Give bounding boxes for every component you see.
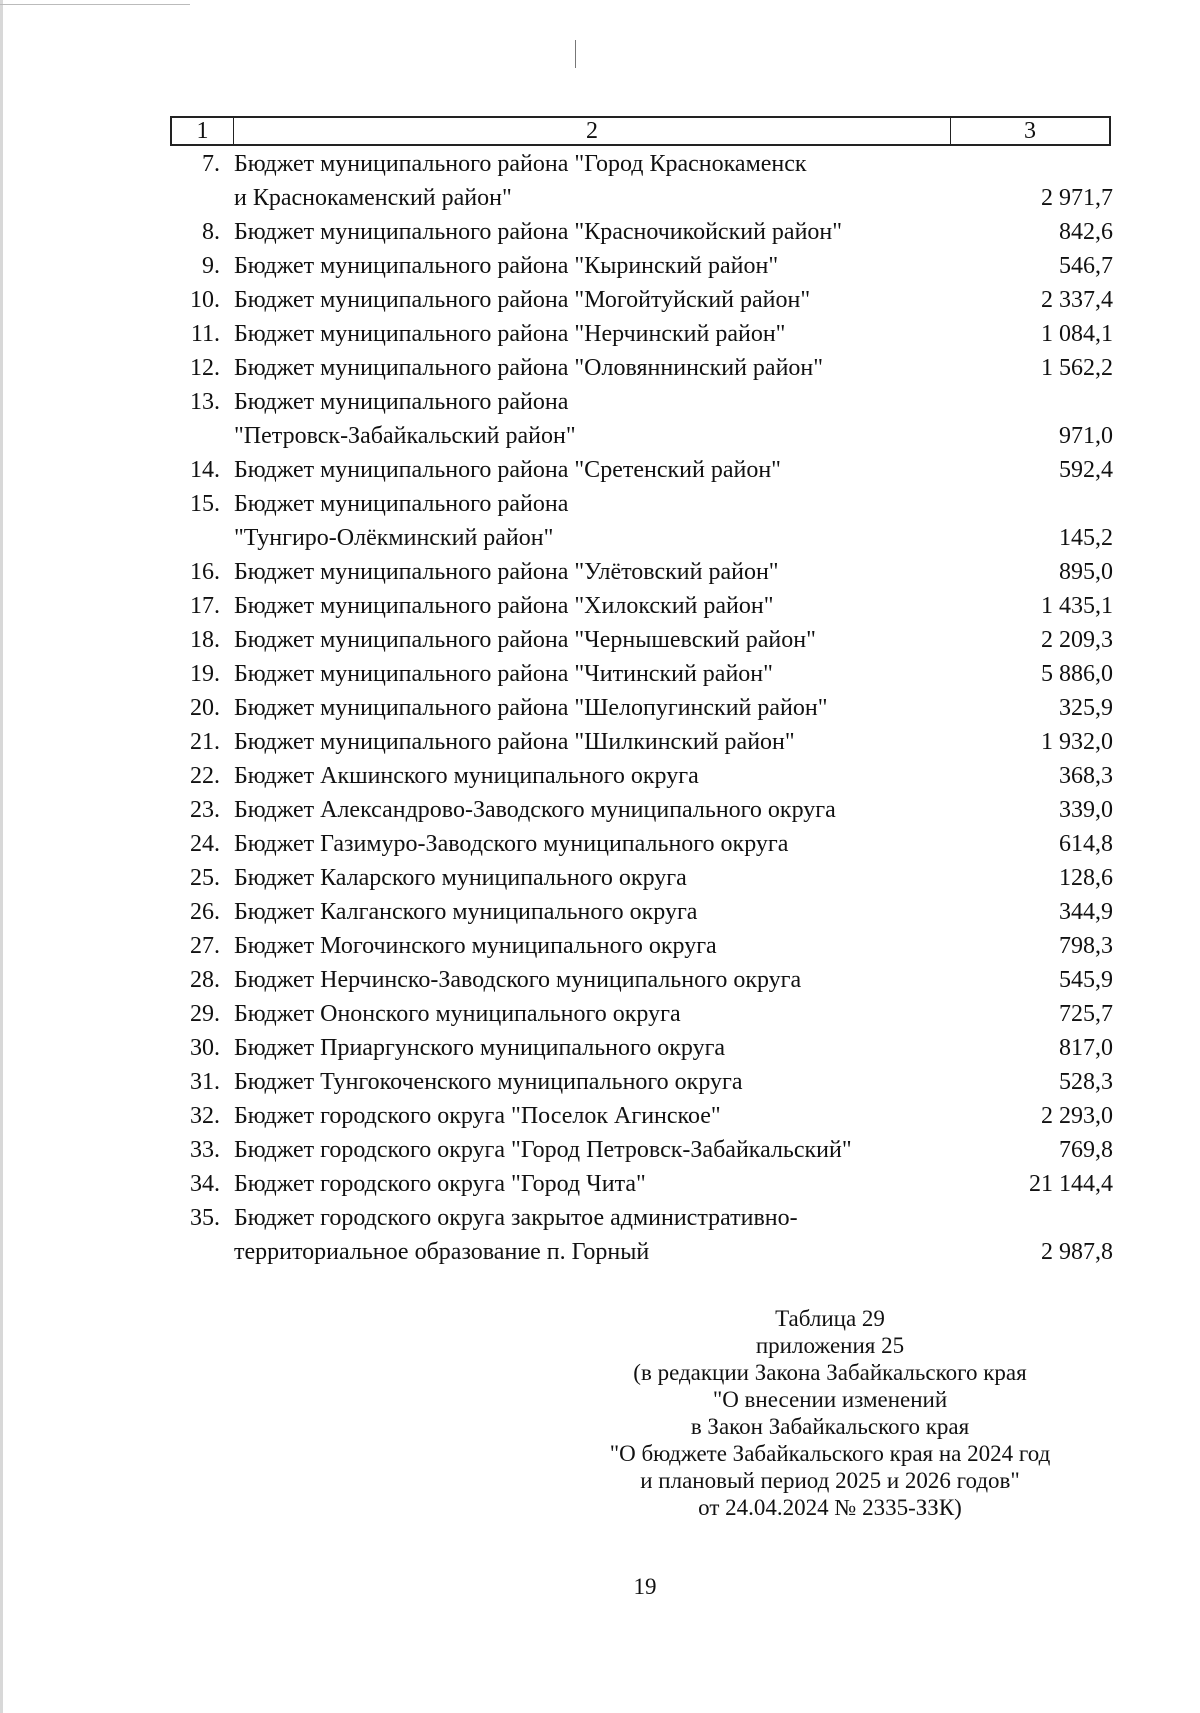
- budget-name: Бюджет муниципального района "Тунгиро-Олёкминский район": [234, 491, 569, 551]
- budget-amount: 344,9: [1059, 899, 1113, 925]
- budget-name: Бюджет муниципального района "Кыринский район": [234, 253, 779, 279]
- table-row: [170, 1099, 1113, 1133]
- budget-name: Бюджет муниципального района "Чернышевский район": [234, 627, 816, 653]
- budget-name: Бюджет Ононского муниципального округа: [234, 1001, 681, 1027]
- budget-name: Бюджет муниципального района "Улётовский район": [234, 559, 779, 585]
- row-number: 9.: [202, 253, 220, 279]
- row-number: 34.: [190, 1171, 220, 1197]
- table-row: [170, 759, 1113, 793]
- caption-line: "О бюджете Забайкальского края на 2024 год: [609, 1441, 1051, 1466]
- budget-amount: 769,8: [1059, 1137, 1113, 1163]
- budget-name: Бюджет Каларского муниципального округа: [234, 865, 687, 891]
- budget-amount: 339,0: [1059, 797, 1113, 823]
- row-number: 33.: [190, 1137, 220, 1163]
- table-row: [170, 385, 1113, 453]
- table-row: [170, 861, 1113, 895]
- budget-name: Бюджет муниципального района "Нерчинский район": [234, 321, 786, 347]
- caption-line: Таблица 29: [775, 1306, 885, 1331]
- row-number: 28.: [190, 967, 220, 993]
- budget-name: Бюджет городского округа закрытое административно- территориальное образование п. Горный: [234, 1205, 798, 1265]
- table-row: [170, 215, 1113, 249]
- row-number: 11.: [190, 321, 220, 347]
- caption-line: в Закон Забайкальского края: [690, 1414, 970, 1439]
- row-number: 22.: [190, 763, 220, 789]
- budget-name: Бюджет Приаргунского муниципального округа: [234, 1035, 726, 1061]
- table-row: [170, 1133, 1113, 1167]
- header-cell-3: 3: [1024, 117, 1036, 144]
- row-number: 8.: [202, 219, 220, 245]
- budget-name: Бюджет муниципального района "Город Краснокаменск и Краснокаменский район": [234, 151, 807, 211]
- budget-amount: 614,8: [1059, 831, 1113, 857]
- row-number: 25.: [190, 865, 220, 891]
- table-row: [170, 1065, 1113, 1099]
- budget-name: Бюджет городского округа "Город Петровск-Забайкальский": [234, 1137, 852, 1163]
- budget-amount: 592,4: [1059, 457, 1113, 483]
- header-cell-1: 1: [172, 118, 234, 144]
- budget-name: Бюджет Акшинского муниципального округа: [234, 763, 699, 789]
- budget-name: Бюджет муниципального района "Шелопугинский район": [234, 695, 828, 721]
- budget-amount: 817,0: [1059, 1035, 1113, 1061]
- caption-line: и плановый период 2025 и 2026 годов": [640, 1468, 1020, 1493]
- table-row: [170, 1031, 1113, 1065]
- page-number: 19: [633, 1574, 657, 1599]
- scan-edge: [0, 0, 3, 1713]
- budget-amount: 971,0: [1059, 423, 1113, 449]
- caption-line: от 24.04.2024 № 2335-ЗЗК): [698, 1495, 962, 1520]
- budget-name: Бюджет муниципального района "Красночикойский район": [234, 219, 843, 245]
- table-row: [170, 963, 1113, 997]
- budget-name: Бюджет муниципального района "Сретенский район": [234, 457, 781, 483]
- table-row: [170, 657, 1113, 691]
- budget-name: Бюджет Александрово-Заводского муниципального округа: [234, 797, 836, 823]
- budget-name: Бюджет муниципального района "Шилкинский район": [234, 729, 795, 755]
- table-row: [170, 487, 1113, 555]
- table-row: [170, 351, 1113, 385]
- budget-amount: 2 987,8: [1041, 1239, 1113, 1265]
- budget-amount: 21 144,4: [1029, 1171, 1113, 1197]
- row-number: 32.: [190, 1103, 220, 1129]
- row-number: 18.: [190, 627, 220, 653]
- budget-table-body: [170, 147, 1113, 1269]
- budget-amount: 1 932,0: [1041, 729, 1113, 755]
- budget-amount: 725,7: [1059, 1001, 1113, 1027]
- table-row: [170, 1167, 1113, 1201]
- row-number: 20.: [190, 695, 220, 721]
- budget-name: Бюджет муниципального района "Могойтуйский район": [234, 287, 811, 313]
- budget-name: Бюджет Тунгокоченского муниципального округа: [234, 1069, 743, 1095]
- row-number: 27.: [190, 933, 220, 959]
- budget-amount: 528,3: [1059, 1069, 1113, 1095]
- table-row: [170, 317, 1113, 351]
- table-row: [170, 691, 1113, 725]
- scan-edge-top: [0, 4, 190, 5]
- row-number: 17.: [190, 593, 220, 619]
- table-row: [170, 793, 1113, 827]
- budget-amount: 368,3: [1059, 763, 1113, 789]
- caption-line: (в редакции Закона Забайкальского края: [633, 1360, 1027, 1385]
- row-number: 30.: [190, 1035, 220, 1061]
- row-number: 15.: [190, 491, 220, 517]
- budget-amount: 1 435,1: [1041, 593, 1113, 619]
- budget-name: Бюджет городского округа "Город Чита": [234, 1171, 646, 1197]
- caption-line: приложения 25: [755, 1333, 905, 1358]
- budget-name: Бюджет муниципального района "Читинский район": [234, 661, 773, 687]
- budget-amount: 2 209,3: [1041, 627, 1113, 653]
- table-row: [170, 249, 1113, 283]
- table-row: [170, 895, 1113, 929]
- budget-amount: 546,7: [1059, 253, 1113, 279]
- budget-amount: 145,2: [1059, 525, 1113, 551]
- table-row: [170, 589, 1113, 623]
- table-header: [170, 116, 1111, 146]
- table-row: [170, 555, 1113, 589]
- header-cell-2: 2: [234, 118, 951, 144]
- table-row: [170, 827, 1113, 861]
- row-number: 16.: [190, 559, 220, 585]
- budget-amount: 128,6: [1059, 865, 1113, 891]
- budget-name: Бюджет Нерчинско-Заводского муниципального округа: [234, 967, 802, 993]
- row-number: 19.: [190, 661, 220, 687]
- budget-name: Бюджет муниципального района "Петровск-Забайкальский район": [234, 389, 576, 449]
- row-number: 29.: [190, 1001, 220, 1027]
- table-row: [170, 147, 1113, 215]
- table-row: [170, 1201, 1113, 1269]
- budget-amount: 2 971,7: [1041, 185, 1113, 211]
- row-number: 24.: [190, 831, 220, 857]
- budget-name: Бюджет Могочинского муниципального округа: [234, 933, 717, 959]
- table-caption: [560, 1305, 1100, 1521]
- table-row: [170, 929, 1113, 963]
- budget-amount: 1 084,1: [1041, 321, 1113, 347]
- scan-mark: [575, 40, 576, 68]
- row-number: 31.: [190, 1069, 220, 1095]
- caption-line: "О внесении изменений: [712, 1387, 948, 1412]
- budget-amount: 798,3: [1059, 933, 1113, 959]
- row-number: 35.: [190, 1205, 220, 1231]
- budget-amount: 545,9: [1059, 967, 1113, 993]
- budget-name: Бюджет городского округа "Поселок Агинское": [234, 1103, 721, 1129]
- row-number: 10.: [190, 287, 220, 313]
- table-row: [170, 453, 1113, 487]
- row-number: 26.: [190, 899, 220, 925]
- row-number: 14.: [190, 457, 220, 483]
- budget-name: Бюджет Калганского муниципального округа: [234, 899, 698, 925]
- budget-amount: 2 293,0: [1041, 1103, 1113, 1129]
- budget-amount: 895,0: [1059, 559, 1113, 585]
- row-number: 7.: [202, 151, 220, 177]
- budget-amount: 2 337,4: [1041, 287, 1113, 313]
- table-row: [170, 283, 1113, 317]
- row-number: 13.: [190, 389, 220, 415]
- row-number: 23.: [190, 797, 220, 823]
- row-number: 12.: [190, 355, 220, 381]
- budget-amount: 842,6: [1059, 219, 1113, 245]
- budget-name: Бюджет муниципального района "Оловяннинский район": [234, 355, 824, 381]
- budget-name: Бюджет муниципального района "Хилокский район": [234, 593, 774, 619]
- budget-amount: 5 886,0: [1041, 661, 1113, 687]
- row-number: 21.: [190, 729, 220, 755]
- budget-amount: 1 562,2: [1041, 355, 1113, 381]
- table-row: [170, 623, 1113, 657]
- table-row: [170, 997, 1113, 1031]
- table-row: [170, 725, 1113, 759]
- budget-amount: 325,9: [1059, 695, 1113, 721]
- budget-name: Бюджет Газимуро-Заводского муниципального округа: [234, 831, 789, 857]
